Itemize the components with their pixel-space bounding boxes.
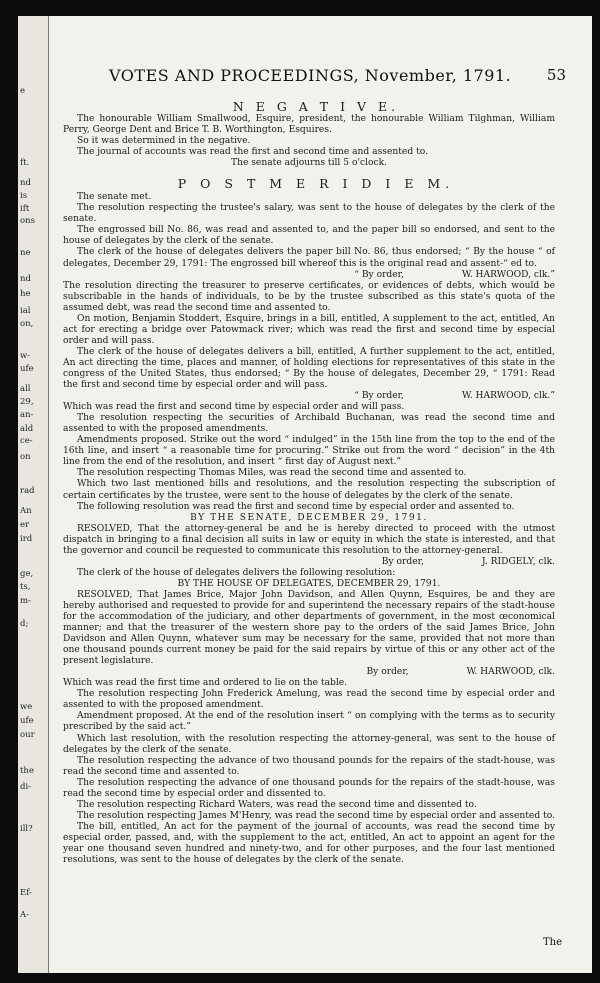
scan-border-bottom — [0, 973, 600, 983]
margin-fragment: w- — [20, 351, 31, 361]
margin-fragment: ge, — [20, 569, 34, 579]
paragraph: Amendment proposed. At the end of the resolution insert “ on complying with the terms as to security prescribed by the said act.” — [63, 711, 555, 733]
margin-fragment: nd — [20, 178, 31, 188]
paragraph: The following resolution was read the first and second time by especial order and assented to. — [77, 501, 515, 512]
margin-fragment: ce- — [20, 436, 33, 446]
margin-fragment: An — [20, 506, 32, 516]
paragraph: Which was read the first and second time by especial order and will pass. — [63, 402, 405, 413]
margin-fragment: is — [20, 191, 28, 201]
document-page — [49, 16, 592, 973]
paragraph: The resolution respecting the trustee's salary, was sent to the house of delegates by the clerk of the senate. — [63, 203, 555, 225]
margin-fragment: on, — [20, 319, 34, 329]
margin-fragment: e — [20, 86, 26, 96]
margin-fragment: ill? — [20, 824, 33, 834]
margin-fragment: he — [20, 289, 31, 299]
paragraph: The honourable William Smallwood, Esquire, president, the honourable William Tilghman, William Perry, George Dent and Brice T. B. Worthington, Esquires. — [63, 114, 555, 136]
margin-fragment: on — [20, 452, 31, 462]
paragraph: “ By order, W. HARWOOD, clk.” — [354, 391, 555, 402]
paragraph: The resolution respecting John Frederick Amelung, was read the second time by especial order and assented to with the proposed amendment. — [63, 689, 555, 711]
paragraph: So it was determined in the negative. — [77, 136, 251, 147]
scan-border-right — [592, 0, 600, 983]
paragraph: The resolution directing the treasurer to preserve certificates, or evidences of debts, which would be subscribable in the hands of individuals, to be by the trustee subscribed as this state's quota of the assumed debt, was read the second time and assented to. — [63, 280, 555, 313]
margin-fragment: ird — [20, 534, 33, 544]
margin-fragment: ft. — [20, 158, 30, 168]
scan-border-left — [0, 0, 18, 983]
page-number: 53 — [546, 66, 566, 84]
paragraph: The clerk of the house of delegates delivers a bill, entitled, A further supplement to the act, entitled, An act directing the time, places and manner, of holding elections for representatives of this state in the congress of the United States, thus endorsed; “ By the house of delegates, December 29, “ 1791: Read the first and second time by especial order and will pass. — [63, 346, 555, 391]
margin-fragment: all — [20, 384, 31, 394]
margin-fragment: 29, — [20, 397, 34, 407]
margin-fragment: di- — [20, 782, 32, 792]
paragraph: The senate met. — [77, 192, 152, 203]
margin-fragment: ufe — [20, 364, 34, 374]
paragraph: The engrossed bill No. 86, was read and assented to, and the paper bill so endorsed, and sent to the house of delegates by the clerk of the senate. — [63, 225, 555, 247]
page-header — [49, 66, 592, 90]
margin-fragment: Ef- — [20, 888, 32, 898]
scan-border-top — [0, 0, 600, 16]
margin-fragment: A- — [20, 910, 30, 920]
paragraph: The bill, entitled, An act for the payment of the journal of accounts, was read the second time by especial order, passed, and, with the supplement to the act, entitled, An act to appoint an agent for the year one thousand seven hundred and ninety-two, and for other purposes, and the four last mentioned resolutions, was sent to the house of delegates by the clerk of the senate. — [63, 821, 555, 866]
paragraph: Amendments proposed. Strike out the word “ indulged” in the 15th line from the top to the end of the 16th line, and insert “ a reasonable time for procuring.” Strike out from the word “ decision” in the 4th line from the end of the resolution, and insert “ first day of August next.” — [63, 435, 555, 468]
paragraph: Which last resolution, with the resolution respecting the attorney-general, was sent to the house of delegates by the clerk of the senate. — [63, 733, 555, 755]
paragraph: The senate adjourns till 5 o'clock. — [230, 158, 388, 169]
catchword: The — [542, 937, 562, 948]
margin-fragment: nd — [20, 274, 31, 284]
section-heading: P O S T M E R I D I E M. — [177, 176, 455, 192]
paragraph: RESOLVED, That the attorney-general be and he is hereby directed to proceed with the utmost dispatch in bringing to a final decision all suits in law or equity in which the state is interested, and that the governor and council be requested to communicate this resolution to the attorney-general. — [63, 523, 555, 556]
margin-fragment: ne — [20, 248, 31, 258]
margin-fragment: rad — [20, 486, 35, 496]
margin-fragment: ift — [20, 204, 30, 214]
margin-fragment: ial — [20, 306, 31, 316]
paragraph: BY THE SENATE, DECEMBER 29, 1791. — [190, 512, 428, 523]
paragraph: The resolution respecting Thomas Miles, was read the second time and assented to. — [77, 468, 467, 479]
body-text — [63, 100, 555, 866]
paragraph: The resolution respecting the advance of one thousand pounds for the repairs of the stadt-house, was read the second time by especial order and dissented to. — [63, 777, 555, 799]
paragraph: By order, J. RIDGELY, clk. — [381, 556, 555, 567]
paragraph: “ By order, W. HARWOOD, clk.” — [354, 269, 555, 280]
margin-fragment: ald — [20, 424, 34, 434]
section-heading: N E G A T I V E. — [232, 99, 400, 114]
paragraph: BY THE HOUSE OF DELEGATES, DECEMBER 29, 1791. — [177, 578, 441, 589]
paragraph: RESOLVED, That James Brice, Major John Davidson, and Allen Quynn, Esquires, be and they are hereby authorised and requested to provide for and superintend the necessary repairs of the stadt-house for the accommodation of the judiciary, and other departments of government, in the most œconomical manner; and that the treasurer of the western shore pay to the orders of the said James Brice, John Davidson and Allen Quynn, whatever sum may be necessary for the same, provided that not more than one thousand pounds current money be paid for the said repairs by virtue of this or any other act of the present legislature. — [63, 589, 555, 667]
paragraph: The resolution respecting James M'Henry, was read the second time by especial order and assented to. — [77, 810, 555, 821]
paragraph: Which two last mentioned bills and resolutions, and the resolution respecting the subscription of certain certificates by the trustee, were sent to the house of delegates by the clerk of the senate. — [63, 479, 555, 501]
running-head: VOTES AND PROCEEDINGS, November, 1791. — [109, 66, 512, 85]
margin-fragment: we — [20, 702, 33, 712]
paragraph: The clerk of the house of delegates delivers the paper bill No. 86, thus endorsed; “ By the house “ of delegates, December 29, 1791: The engrossed bill whereof this is the original read and assent-“ ed to. — [63, 247, 555, 269]
paragraph: Which was read the first time and ordered to lie on the table. — [63, 678, 348, 689]
paragraph: The resolution respecting the advance of two thousand pounds for the repairs of the stadt-house, was read the second time and assented to. — [63, 755, 555, 777]
margin-fragment: an- — [20, 410, 34, 420]
paragraph: On motion, Benjamin Stoddert, Esquire, brings in a bill, entitled, A supplement to the act, entitled, An act for erecting a bridge over Patowmack river; which was read the first and second time by especial order and will pass. — [63, 313, 555, 346]
margin-fragment: er — [20, 520, 30, 530]
margin-fragment: ons — [20, 216, 35, 226]
margin-fragment: d; — [20, 619, 29, 629]
previous-page-margin — [18, 16, 49, 973]
paragraph: The resolution respecting the securities of Archibald Buchanan, was read the second time and assented to with the proposed amendments. — [63, 413, 555, 435]
margin-fragment: the — [20, 766, 34, 776]
margin-fragment: ufe — [20, 716, 34, 726]
paragraph: By order, W. HARWOOD, clk. — [366, 667, 555, 678]
margin-fragment: ts, — [20, 582, 31, 592]
margin-fragment: our — [20, 730, 35, 740]
paragraph: The clerk of the house of delegates delivers the following resolution: — [77, 567, 396, 578]
paragraph: The resolution respecting Richard Waters, was read the second time and dissented to. — [77, 799, 477, 810]
margin-fragment: m- — [20, 596, 31, 606]
paragraph: The journal of accounts was read the first and second time and assented to. — [77, 147, 428, 158]
